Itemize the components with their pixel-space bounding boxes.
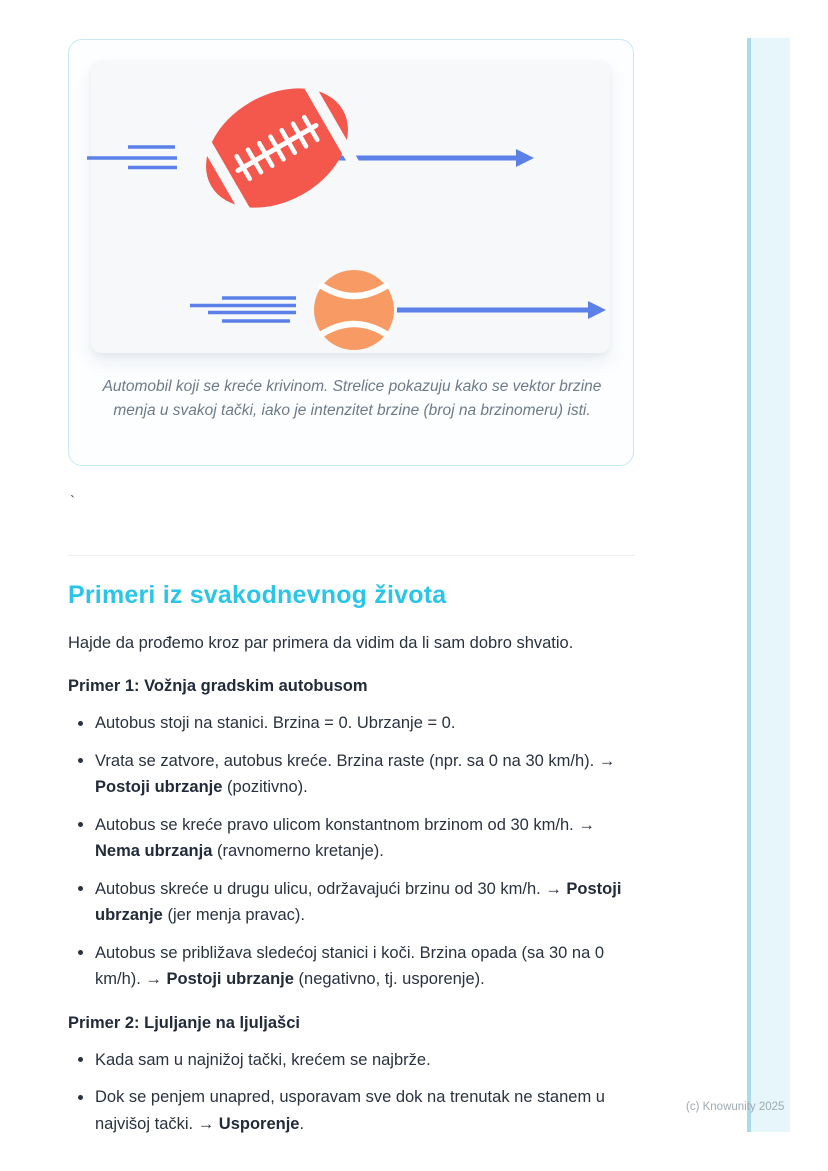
motion-illustration: [91, 60, 610, 353]
example2-title: Primer 2: Ljuljanje na ljuljašci: [68, 1013, 300, 1032]
page-edge-bar: [747, 38, 790, 1132]
motion-lines-icon: [87, 147, 177, 168]
tennis-ball-icon: [314, 270, 394, 350]
list-item: Autobus se kreće pravo ulicom konstantnom brzinom od 30 km/h. → Nema ubrzanja (ravnomerno kretanje).: [95, 812, 638, 865]
list-item: Dok se penjem unapred, usporavam sve dok na trenutak ne stanem u najvišoj tački. → Usporenje.: [95, 1084, 638, 1137]
list-item: Kada sam u najnižoj tački, krećem se najbrže.: [95, 1047, 638, 1074]
illustration-panel: [91, 60, 610, 353]
section-heading: Primeri iz svakodnevnog života: [68, 581, 447, 609]
example1-title: Primer 1: Vožnja gradskim autobusom: [68, 677, 368, 695]
illustration-card: [68, 39, 634, 466]
list-item: Autobus se približava sledećoj stanici i koči. Brzina opada (sa 30 na 0 km/h). → Postoji ubrzanje (negativno, tj. usporenje).: [95, 940, 638, 993]
stray-character: `: [70, 493, 75, 510]
section-divider: [68, 555, 635, 556]
figure-caption: Automobil koji se kreće krivinom. Strelice pokazuju kako se vektor brzine menja u svakoj tački, iako je intenzitet brzine (broj na brzinomeru) isti.: [102, 378, 602, 419]
velocity-arrow-icon: [397, 301, 606, 319]
intro-paragraph: Hajde da prođemo kroz par primera da vidim da li sam dobro shvatio.: [68, 634, 574, 652]
list-item: Vrata se zatvore, autobus kreće. Brzina raste (npr. sa 0 na 30 km/h). → Postoji ubrzanje (pozitivno).: [95, 748, 638, 801]
motion-lines-icon: [190, 298, 296, 321]
example1-list: [68, 710, 638, 993]
football-icon: [184, 63, 370, 233]
content-column: [68, 0, 638, 1148]
watermark: (c) Knowunity 2025: [686, 1101, 785, 1113]
example2-list: [68, 1047, 638, 1138]
list-item: Autobus stoji na stanici. Brzina = 0. Ubrzanje = 0.: [95, 710, 638, 737]
list-item: Autobus skreće u drugu ulicu, održavajući brzinu od 30 km/h. → Postoji ubrzanje (jer menja pravac).: [95, 876, 638, 929]
